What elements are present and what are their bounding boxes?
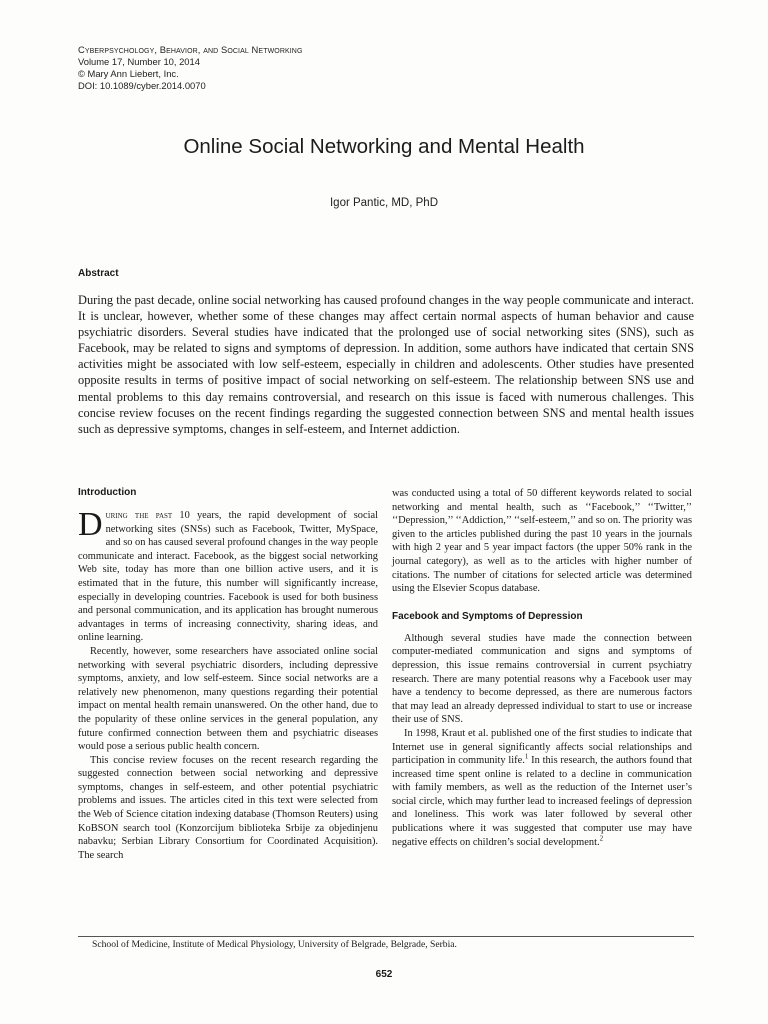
facebook-paragraph-1: Although several studies have made the connection between computer-mediated communication and signs and symptoms of depression, this issue remains controversial in current psychiatry research. There are many potential reasons why a Facebook user may have a tendency to become depressed, as there are numerous factors that may lead an already depressed individual to start to use or increase their use of SNS. [392,632,692,726]
page-number: 652 [375,969,393,980]
article-author: Igor Pantic, MD, PhD [329,197,438,209]
journal-name: Cyberpsychology, Behavior, and Social Networking [78,44,303,55]
author-affiliation: School of Medicine, Institute of Medical Physiology, University of Belgrade, Belgrade, Serbia. [92,939,457,950]
abstract-text: During the past decade, online social networking has caused profound changes in the way people communicate and interact. It is unclear, however, whether some of these changes may affect certain normal aspects of human behavior and cause psychiatric disorders. Several studies have indicated that the prolonged use of social networking sites (SNS), such as Facebook, may be related to signs and symptoms of depression. In addition, some authors have indicated that certain SNS activities might be associated with low self-esteem, especially in children and adolescents. Other studies have presented opposite results in terms of positive impact of social networking on self-esteem. The relationship between SNS use and mental problems to this day remains controversial, and research on this issue is faced with numerous challenges. This concise review focuses on the recent findings regarding the suggested connection between SNS and mental health issues such as depressive symptoms, changes in self-esteem, and Internet addiction. [78,293,694,436]
intro-paragraph-1 [78,506,378,645]
article-title: Online Social Networking and Mental Health [183,135,585,158]
intro-paragraph-3-continued: was conducted using a total of 50 different keywords related to social networking and mental health, such as ‘‘Facebook,’’ ‘‘Twitter,’’ ‘‘Depression,’’ ‘‘Addiction,’’ ‘‘self-esteem,’’ and so on. The priority was given to the articles published during the past 10 years in the journals with high 2 year and 5 year impact factors (the upper 50% rank in the journal category), as well as to the articles with higher number of citations. The number of citations for selected article was determined using the Elsevier Scopus database. [392,488,692,595]
intro-paragraph-2: Recently, however, some researchers have associated online social networking with several psychiatric disorders, including depressive symptoms, anxiety, and low self-esteem. Since social networks are a relatively new phenomenon, many questions regarding their potential impact on mental health remain unanswered. On the other hand, due to the popularity of these online services in the general population, any future confirmed connection between them and psychiatric diseases would pose a serious public health concern. [78,645,378,753]
journal-doi: DOI: 10.1089/cyber.2014.0070 [78,80,206,91]
introduction-heading: Introduction [78,487,137,498]
journal-copyright: © Mary Ann Liebert, Inc. [78,68,179,79]
facebook-depression-heading: Facebook and Symptoms of Depression [392,610,583,622]
reference-2-superscript: 2 [599,834,604,843]
reference-1-superscript: 1 [524,752,529,761]
abstract-heading: Abstract [78,268,119,279]
intro-lead-smallcaps: uring the past [105,510,173,521]
right-column [392,487,692,849]
drop-cap: D [78,506,103,543]
facebook-paragraph-2 [392,727,692,849]
facebook-paragraph-2-text-b: In this research, the authors found that increased time spent online is related to a decline in communication with family members, as well as the reduction of the Internet user’s social circle, which may further lead to increased feelings of depression and loneliness. This work was later followed by several other publications where it was suggested that computer use may have negative effects on children’s social development. [392,755,692,848]
intro-paragraph-3: This concise review focuses on the recent research regarding the suggested connection between social networking and depressive symptoms, changes in self-esteem, and other potential psychiatric problems and issues. The articles cited in this text were selected from the Web of Science citation indexing database (Thomson Reuters) using KoBSON search tool (Konzorcijum biblioteka Srbije za objedinjenu nabavku; Serbian Library Consortium for Coordinated Acquisition). The search [78,754,378,861]
journal-volume: Volume 17, Number 10, 2014 [78,56,200,67]
facebook-paragraph-2-text-a: In 1998, Kraut et al. published one of the first studies to indicate that Internet use in general significantly affects social relationships and participation in community life. [392,727,692,767]
journal-header [78,44,303,92]
left-column [78,487,378,862]
intro-paragraph-1-text: 10 years, the rapid development of social networking sites (SNSs) such as Facebook, Twitter, MySpace, and so on has caused several profound changes in the way people communicate and interact. Facebook, as the biggest social networking Web site, today has more than one billion active users, and it is estimated that in the future, this number will significantly increase, especially in developing countries. Facebook is used for both business and personal communication, and its application has brought numerous advantages in terms of increasing connectivity, sharing ideas, and online learning. [78,510,378,644]
footnote-divider [78,936,694,937]
